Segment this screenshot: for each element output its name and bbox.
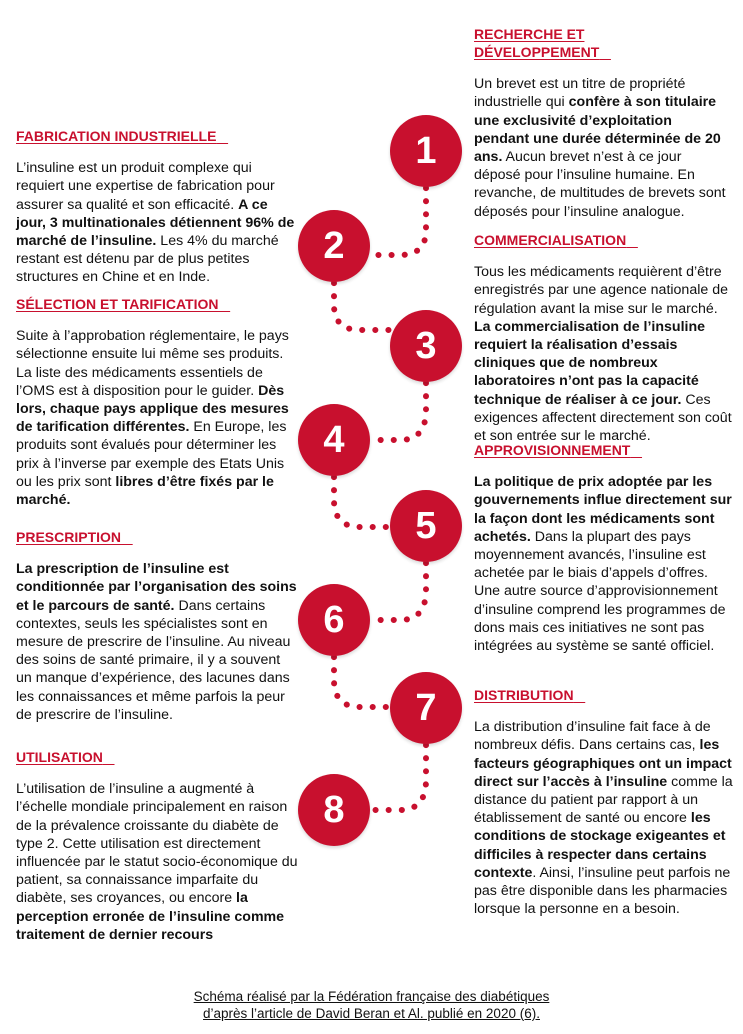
- block-title: PRESCRIPTION: [16, 529, 122, 545]
- block-body: [16, 159, 298, 286]
- text-run: En Europe, les produits sont évalués pour déterminer les prix à l’inverse par exemple des Etats Unis ou les prix sont: [16, 419, 287, 490]
- bold-text: La prescription de l’insuline est conditionnée par l’organisation des soins et le parcours de santé.: [16, 561, 297, 614]
- block-title: DISTRIBUTION: [474, 687, 574, 703]
- block-prescription: [16, 528, 298, 738]
- bold-text: La commercialisation de l’insuline requiert la réalisation d’essais cliniques que de nombreux laboratoires n’ont pas la capacité technique de réaliser à ce jour.: [474, 318, 706, 408]
- block-recherche: [474, 25, 729, 235]
- block-fabrication: [16, 127, 298, 301]
- step-6-circle: 6: [298, 584, 370, 656]
- credit-line-2: d’après l’article de David Beran et Al. publié en 2020 (6).: [203, 1006, 540, 1021]
- step-2-circle: 2: [298, 210, 370, 282]
- block-title: APPROVISIONNEMENT: [474, 442, 631, 458]
- block-body: [16, 560, 298, 724]
- step-5-circle: 5: [390, 490, 462, 562]
- text-run: Un brevet est un titre de propriété industrielle qui: [474, 76, 686, 111]
- text-run: L’utilisation de l’insuline a augmenté à l’échelle mondiale principalement en raison de la prévalence croissante du diabète de type 2. Cette utilisation est directement influencée par le statut socio-économique du patient, sa connaissance imparfaite du diabète, ses croyances, ou encore: [16, 781, 298, 907]
- step-8-circle: 8: [298, 774, 370, 846]
- source-credit: [0, 988, 743, 1022]
- bold-text: libres d’être fixés par le marché.: [16, 473, 274, 509]
- block-body: [474, 75, 729, 221]
- block-distribution: [474, 686, 736, 933]
- step-4-circle: 4: [298, 404, 370, 476]
- credit-line-1: Schéma réalisé par la Fédération française des diabétiques: [193, 989, 550, 1004]
- block-body: [474, 473, 734, 655]
- text-run: Les 4% du marché restant est détenu par de plus petites structures en Chine et en Inde.: [16, 233, 279, 286]
- text-run: Tous les médicaments requièrent d’être enregistrés par une agence nationale de régulation avant la mise sur le marché.: [474, 264, 728, 317]
- block-body: [474, 718, 736, 918]
- bold-text: les facteurs géographiques ont un impact direct sur l’accès à l’insuline: [474, 737, 732, 790]
- text-run: La distribution d’insuline fait face à de nombreux défis. Dans certains cas,: [474, 719, 711, 754]
- text-run: L’insuline est un produit complexe qui requiert une expertise de fabrication pour assurer sa qualité et son efficacité.: [16, 160, 275, 213]
- block-approvisionnement: [474, 441, 734, 669]
- bold-text: les conditions de stockage exigeantes et difficiles à respecter dans certains contexte: [474, 810, 726, 881]
- block-title: COMMERCIALISATION: [474, 232, 627, 248]
- bold-text: confère à son titulaire une exclusivité d’exploitation pendant une durée déterminée de 20 ans.: [474, 94, 721, 165]
- block-body: [16, 327, 298, 509]
- step-3-circle: 3: [390, 310, 462, 382]
- block-selection: [16, 295, 298, 523]
- bold-text: Dès lors, chaque pays applique des mesures de tarification différentes.: [16, 382, 289, 436]
- bold-text: A ce jour, 3 multinationales détiennent 96% de marché de l’insuline.: [16, 196, 295, 249]
- block-utilisation: [16, 748, 298, 958]
- block-commercialisation: [474, 231, 737, 459]
- text-run: Ces exigences affectent directement son coût et son entrée sur le marché.: [474, 391, 732, 445]
- text-run: comme la distance du patient par rapport à un établissement de santé ou encore: [474, 773, 733, 827]
- block-title: RECHERCHE ET DÉVELOPPEMENT: [474, 26, 600, 60]
- text-run: . Ainsi, l’insuline peut parfois ne pas être disponible dans les pharmacies lorsque la personne en a besoin.: [474, 864, 731, 918]
- block-title: FABRICATION INDUSTRIELLE: [16, 128, 217, 144]
- block-title: SÉLECTION ET TARIFICATION: [16, 296, 219, 312]
- text-run: Suite à l’approbation réglementaire, le pays sélectionne ensuite lui même ses produits. La liste des médicaments essentiels de l’OMS est à disposition pour le guider.: [16, 328, 289, 399]
- block-body: [474, 263, 737, 445]
- step-1-circle: 1: [390, 115, 462, 187]
- block-title: UTILISATION: [16, 749, 103, 765]
- step-7-circle: 7: [390, 672, 462, 744]
- text-run: Aucun brevet n’est à ce jour déposé pour l’insuline humaine. En revanche, de multitudes de brevets sont déposés pour l’insuline analogue.: [474, 149, 726, 220]
- bold-text: la perception erronée de l’insuline comme traitement de dernier recours: [16, 890, 285, 943]
- text-run: Dans la plupart des pays moyennement avancés, l’insuline est achetée par le biais d’appels d’offres. Une autre source d’approvisionnement d’insuline comprend les programmes de dons mais ces initiatives ne sont pas intégrées au système se santé officiel.: [474, 528, 726, 655]
- bold-text: La politique de prix adoptée par les gouvernements influe directement sur la façon dont les médicaments sont achetés.: [474, 474, 732, 545]
- block-body: [16, 780, 298, 944]
- text-run: Dans certains contextes, seuls les spécialistes sont en mesure de prescrire de l’insuline. Au niveau des soins de santé primaire, il y a souvent un manque d’expérience, des lacunes dans les connaissances et même parfois la peur de prescrire de l’insuline.: [16, 597, 291, 723]
